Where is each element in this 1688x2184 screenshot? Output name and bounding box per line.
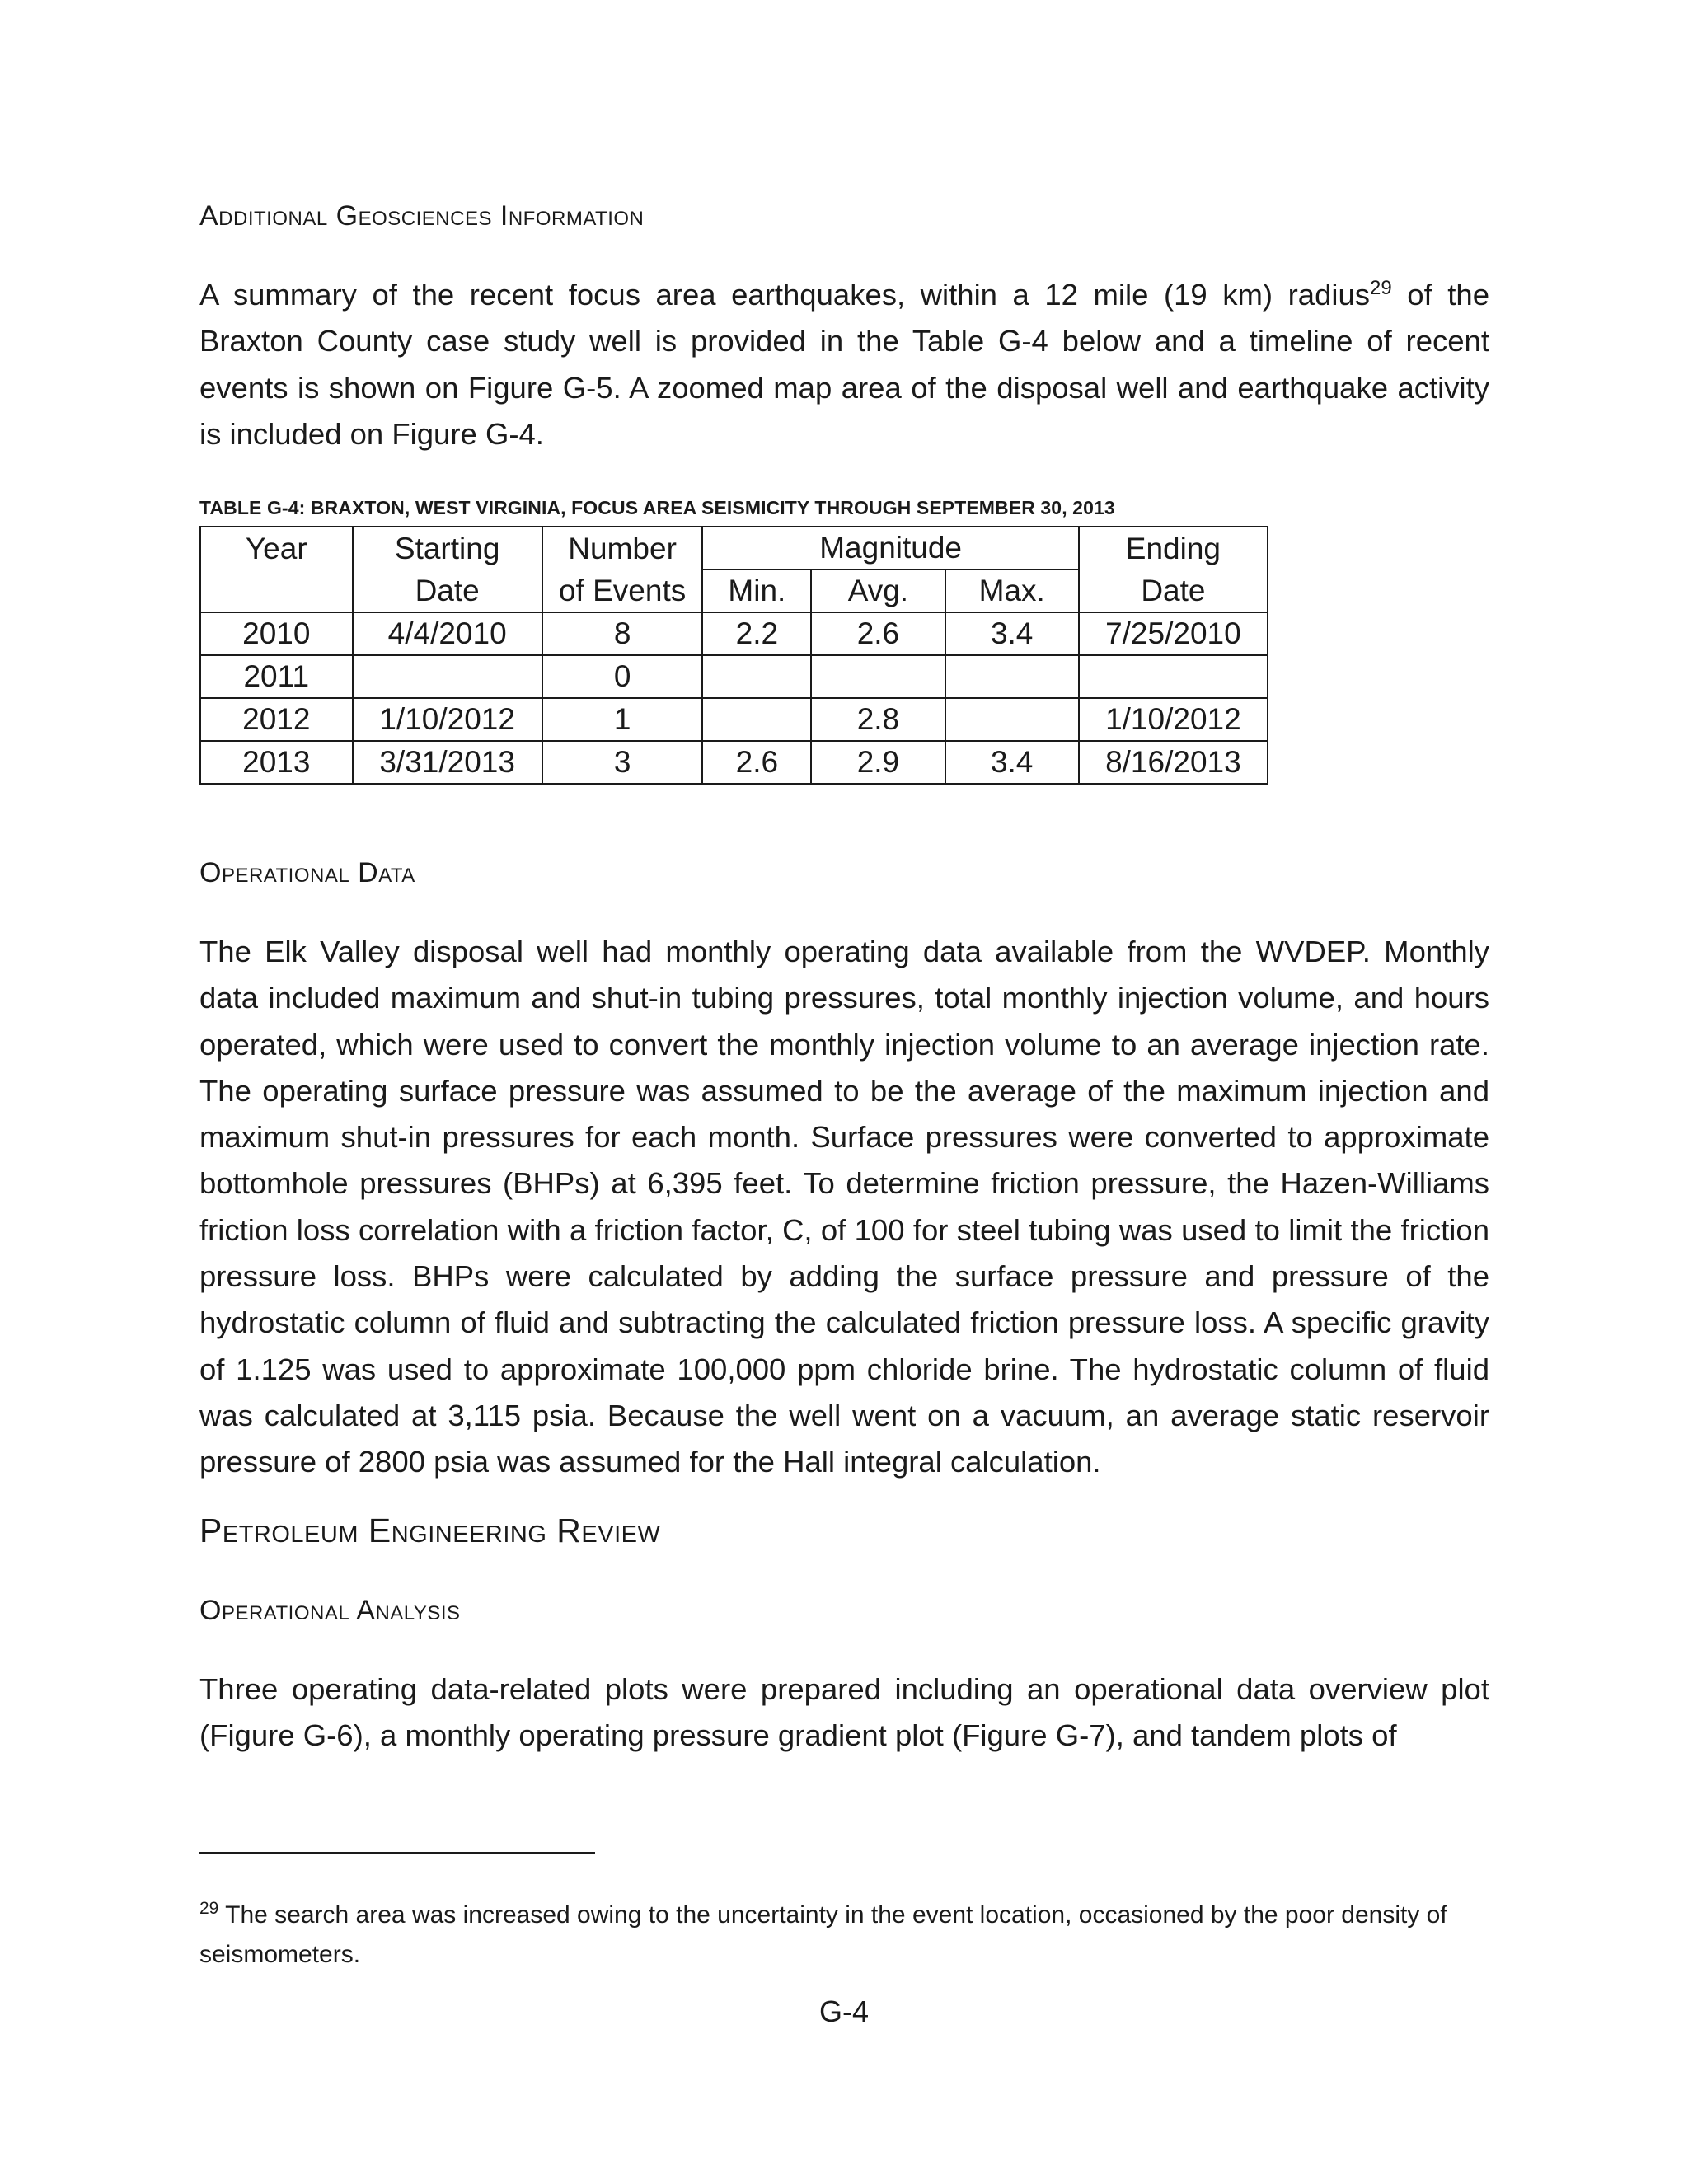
section-heading-operational-data: Operational Data	[199, 857, 415, 888]
paragraph-earthquake-summary	[199, 272, 1489, 457]
cell-year: 2012	[200, 698, 353, 741]
cell-max	[945, 655, 1079, 698]
header-starting-date-1: Starting	[353, 527, 542, 569]
cell-end-date: 1/10/2012	[1079, 698, 1268, 741]
cell-end-date: 8/16/2013	[1079, 741, 1268, 784]
header-magnitude: Magnitude	[702, 527, 1078, 569]
cell-start-date: 4/4/2010	[353, 612, 542, 655]
header-ending-date-2: Date	[1079, 569, 1268, 612]
cell-min: 2.6	[702, 741, 811, 784]
page-number: G-4	[818, 1994, 869, 2028]
table-row	[200, 698, 1268, 741]
cell-year: 2013	[200, 741, 353, 784]
cell-min	[702, 655, 811, 698]
footnote-separator	[199, 1852, 595, 1854]
cell-end-date	[1079, 655, 1268, 698]
table-header-row-2	[200, 569, 1268, 612]
section-heading-additional-geosciences: Additional Geosciences Information	[199, 200, 645, 232]
cell-year: 2011	[200, 655, 353, 698]
cell-max: 3.4	[945, 741, 1079, 784]
cell-avg: 2.9	[811, 741, 945, 784]
paragraph-operational-data: The Elk Valley disposal well had monthly operating data available from the WVDEP. Monthly data included maximum and shut-in tubing pressures, total monthly injection volume, and hours operated, which were used to convert the monthly injection volume to an average injection rate. The operating surface pressure was assumed to be the average of the maximum injection and maximum shut-in pressures for each month. Surface pressures were converted to approximate bottomhole pressures (BHPs) at 6,395 feet. To determine friction pressure, the Hazen-Williams friction loss correlation with a friction factor, C, of 100 for steel tubing was used to limit the friction pressure loss. BHPs were calculated by adding the surface pressure and pressure of the hydrostatic column of fluid and subtracting the calculated friction pressure loss. A specific gravity of 1.125 was used to approximate 100,000 ppm chloride brine. The hydrostatic column of fluid was calculated at 3,115 psia. Because the well went on a vacuum, an average static reservoir pressure of 2800 psia was assumed for the Hall integral calculation.	[199, 935, 1489, 1479]
header-number-events-1: Number	[542, 527, 703, 569]
header-starting-date-2: Date	[353, 569, 542, 612]
paragraph-earthquake-summary-post: of the Braxton County case study well is provided in the Table G-4 below and a timeline of recent events is shown on Figure G-5. A zoomed map area of the disposal well and earthquake activity is included on Figure G-4.	[199, 278, 1489, 451]
cell-min	[702, 698, 811, 741]
header-max: Max.	[945, 569, 1079, 612]
footnote-text: The search area was increased owing to the uncertainty in the event location, occasioned by the poor density of seismometers.	[199, 1901, 1447, 1968]
header-ending-date-1: Ending	[1079, 527, 1268, 569]
footnote-number: 29	[199, 1899, 219, 1918]
cell-max	[945, 698, 1079, 741]
cell-events: 0	[542, 655, 703, 698]
cell-end-date: 7/25/2010	[1079, 612, 1268, 655]
cell-start-date: 1/10/2012	[353, 698, 542, 741]
cell-min: 2.2	[702, 612, 811, 655]
table-row	[200, 655, 1268, 698]
footnote-reference: 29	[1370, 276, 1392, 299]
cell-avg: 2.8	[811, 698, 945, 741]
header-year: Year	[200, 527, 353, 569]
header-avg: Avg.	[811, 569, 945, 612]
paragraph-earthquake-summary-pre: A summary of the recent focus area earthquakes, within a 12 mile (19 km) radius	[199, 278, 1371, 312]
cell-events: 8	[542, 612, 703, 655]
table-row	[200, 741, 1268, 784]
header-number-events-2: of Events	[542, 569, 703, 612]
header-min: Min.	[702, 569, 811, 612]
paragraph-operational-analysis: Three operating data-related plots were prepared including an operational data overview plot (Figure G-6), a monthly operating pressure gradient plot (Figure G-7), and tandem plots of	[199, 1672, 1489, 1753]
table-row	[200, 612, 1268, 655]
section-heading-petroleum-engineering: Petroleum Engineering Review	[199, 1511, 661, 1549]
cell-avg	[811, 655, 945, 698]
cell-year: 2010	[200, 612, 353, 655]
cell-events: 3	[542, 741, 703, 784]
table-caption: TABLE G-4: BRAXTON, WEST VIRGINIA, FOCUS AREA SEISMICITY THROUGH SEPTEMBER 30, 2013	[199, 497, 1115, 518]
footnote	[199, 1896, 1493, 1975]
cell-max: 3.4	[945, 612, 1079, 655]
seismicity-table	[199, 526, 1268, 785]
cell-start-date	[353, 655, 542, 698]
table-header-row-1	[200, 527, 1268, 569]
cell-start-date: 3/31/2013	[353, 741, 542, 784]
section-heading-operational-analysis: Operational Analysis	[199, 1595, 461, 1626]
cell-avg: 2.6	[811, 612, 945, 655]
header-year-blank	[200, 569, 353, 612]
cell-events: 1	[542, 698, 703, 741]
